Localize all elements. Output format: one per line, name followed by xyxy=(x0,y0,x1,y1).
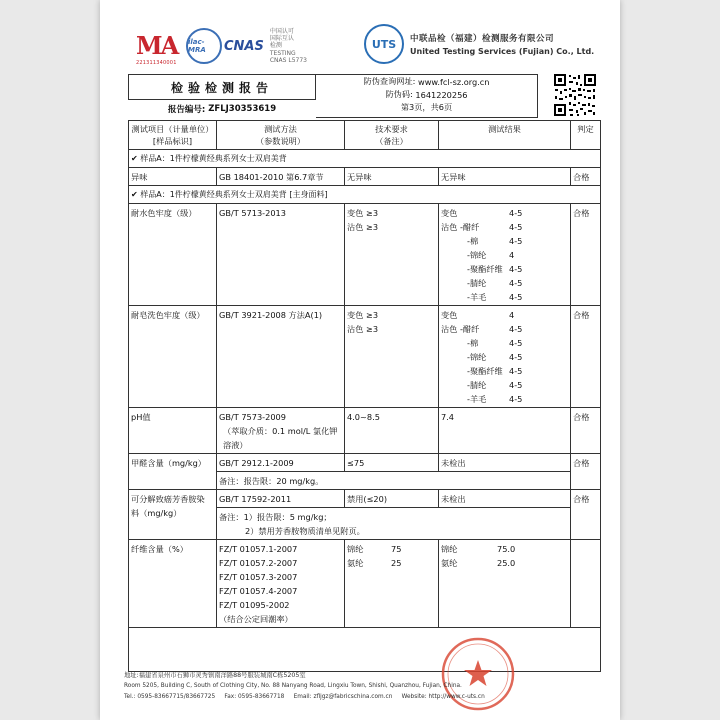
address-en: Room 5205, Building C, South of Clothing City, No. 88 Nanyang Road, Lingxiu Town, Shishi, Quanzhou, Fujian, China. xyxy=(124,683,462,689)
table-row: 纤维含量（%） FZ/T 01057.1-2007 FZ/T 01057.2-2007 FZ/T 01057.3-2007 FZ/T 01057.4-2007 FZ/T 01095-2002 （结合公定回潮率） 锦纶 75 氨纶 25 锦纶 75.0 氨纶 25.0 xyxy=(129,540,601,628)
water-fastness-results: 变色 4-5 沾色 -醋纤 4-5 -棉 4-5 -锦纶 4 -聚酯纤维 4-5 -腈纶 4-5 -羊毛 4-5 xyxy=(439,204,571,306)
report-page xyxy=(100,0,620,720)
header-item: 测试项目（计量单位） [样品标识] xyxy=(129,121,217,150)
address-cn: 地址:福建省泉州市石狮市灵秀镇南洋路88号服装城南C栋5205室 xyxy=(124,672,306,679)
email-link[interactable]: Email: zfljgz@fabricschina.com.cn xyxy=(293,694,393,700)
table-empty-row xyxy=(129,628,601,672)
table-row: pH值 GB/T 7573-2009 （萃取介质：0.1 mol/L 氯化钾 溶液） 4.0~8.5 7.4 合格 xyxy=(129,408,601,454)
soap-fastness-results: 变色 4 沾色 -醋纤 4-5 -棉 4-5 -锦纶 4-5 -聚酯纤维 4-5 -腈纶 4-5 -羊毛 4-5 xyxy=(439,306,571,408)
company-name-cn: 中联品检（福建）检测服务有限公司 xyxy=(410,34,555,44)
anticounterfeit-link[interactable]: www.fcl-sz.org.cn xyxy=(418,76,490,87)
sample-row: ✔ 样品A：1件柠檬黄经典系列女士双肩美背 [主身面料] xyxy=(129,186,601,204)
anticounterfeit-info: 防伪查询网址: www.fcl-sz.org.cn 防伪码: 1641220256 第3页，共6页 xyxy=(316,74,538,118)
table-header-row xyxy=(129,121,601,150)
table-row: 耐皂洗色牢度（级） GB/T 3921-2008 方法A(1) 变色 ≥3 沾色 ≥3 变色 4 沾色 -醋纤 4-5 -棉 4-5 -锦纶 4-5 -聚酯纤维 4-5 -腈纶 4-5 -羊毛 4-5 合格 xyxy=(129,306,601,408)
report-title: 检验检测报告 xyxy=(128,74,316,100)
header-method: 测试方法 （参数说明） xyxy=(217,121,345,150)
contact-line: Tel.: 0595-83667715/83667725 Fax: 0595-83667718 Email: zfljgz@fabricschina.com.cn Website: http://www.c-uts.cn xyxy=(124,694,485,700)
cnas-logo: CNAS xyxy=(224,38,264,54)
ma-number: 221311340001 xyxy=(136,60,177,66)
header-judgement: 判定 xyxy=(571,121,601,150)
company-header xyxy=(364,24,594,64)
ma-logo: MA xyxy=(136,31,178,60)
page-info: 第3页，共6页 xyxy=(400,102,453,112)
test-results-table xyxy=(128,120,601,672)
website-link[interactable]: Website: http://www.c-uts.cn xyxy=(401,694,485,700)
footer-contact xyxy=(124,670,604,703)
header-result: 测试结果 xyxy=(439,121,571,150)
table-row: 耐水色牢度（级） GB/T 5713-2013 变色 ≥3 沾色 ≥3 变色 4-5 沾色 -醋纤 4-5 -棉 4-5 -锦纶 4 -聚酯纤维 4-5 -腈纶 4-5 -羊毛 4-5 合格 xyxy=(129,204,601,306)
table-row: 异味 GB 18401-2010 第6.7章节 无异味 无异味 合格 xyxy=(129,168,601,186)
cnas-text: 中国认可 国际互认 检测 TESTING CNAS L5773 xyxy=(269,27,307,64)
company-name-en: United Testing Services (Fujian) Co., Ltd. xyxy=(410,47,595,56)
table-row: 可分解致癌芳香胺染 料（mg/kg） GB/T 17592-2011 禁用(≤20) 未检出 合格 xyxy=(129,490,601,508)
report-number: 报告编号: ZFLJ30353619 xyxy=(167,104,277,115)
qr-code-icon[interactable] xyxy=(552,72,598,118)
uts-logo: UTS xyxy=(364,24,404,64)
ilac-logo: ilac-MRA xyxy=(186,28,222,64)
table-note-row: 备注：报告限：20 mg/kg。 xyxy=(129,472,601,490)
header-requirement: 技术要求 （备注） xyxy=(345,121,439,150)
sample-row: ✔ 样品A：1件柠檬黄经典系列女士双肩美背 xyxy=(129,150,601,168)
table-row: 甲醛含量（mg/kg） GB/T 2912.1-2009 ≤75 未检出 合格 xyxy=(129,454,601,472)
table-note-row: 备注：1）报告限：5 mg/kg； 2）禁用芳香胺物质清单见附页。 xyxy=(129,508,601,540)
